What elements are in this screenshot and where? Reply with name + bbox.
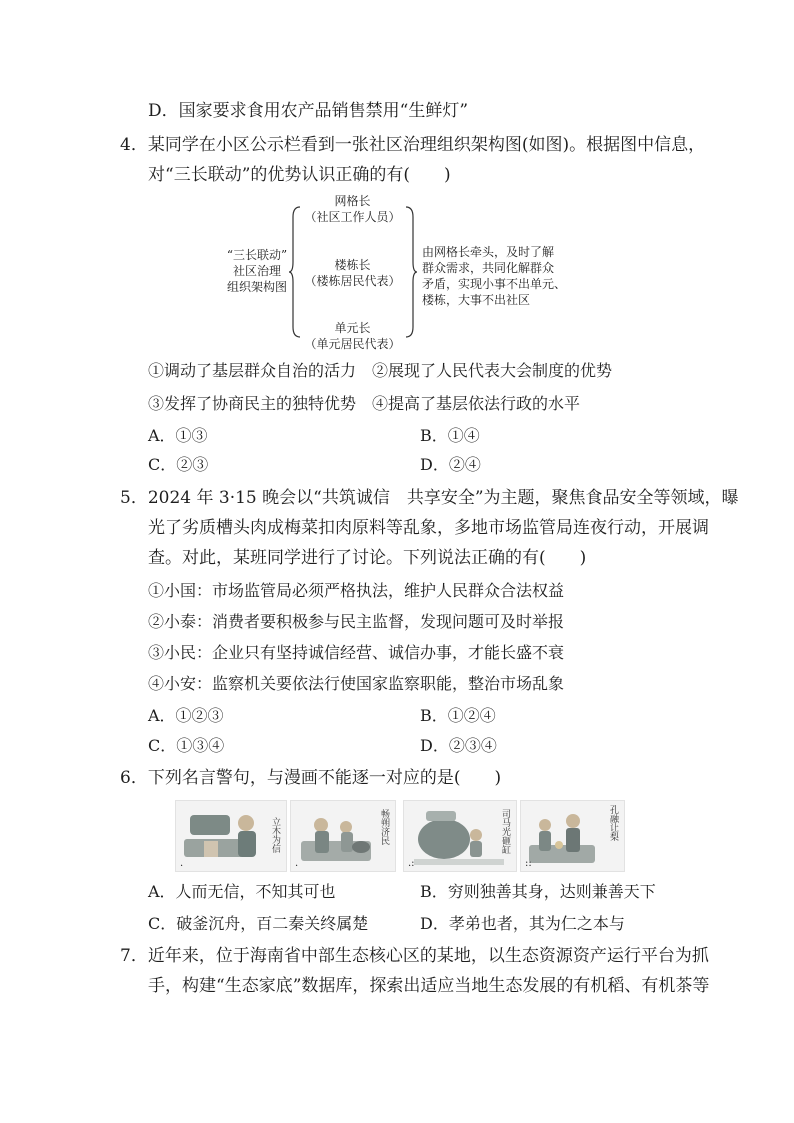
q4-option-b[interactable]: B．①④ bbox=[420, 426, 480, 445]
q6-option-c[interactable]: C．破釜沉舟，百二秦关终属楚 bbox=[148, 914, 369, 933]
cartoon-2-number: . bbox=[295, 858, 299, 869]
q5-option-a[interactable]: A．①②③ bbox=[148, 706, 224, 725]
cartoon-4-number: :: bbox=[525, 858, 532, 869]
q6-stem: 6．下列名言警句，与漫画不能逐一对应的是( ) bbox=[120, 768, 502, 788]
cartoon-4-caption: 孔融让梨 bbox=[608, 805, 618, 841]
q5-statement-4: ④小安：监察机关要依法行使国家监察职能，整治市场乱象 bbox=[148, 674, 565, 693]
right-brace bbox=[404, 205, 418, 339]
role-grid-leader bbox=[300, 193, 405, 225]
left-label-line: 组织架构图 bbox=[226, 280, 287, 294]
cartoon-3-caption: 司马光砸缸 bbox=[500, 809, 510, 854]
q4-statements-line1: ①调动了基层群众自治的活力 ②展现了人民代表大会制度的优势 bbox=[148, 361, 613, 380]
cartoon-3 bbox=[403, 800, 517, 872]
q5-option-b[interactable]: B．①②④ bbox=[420, 706, 496, 725]
q4-stem-line1: 4．某同学在小区公示栏看到一张社区治理组织架构图(如图)。根据图中信息， bbox=[120, 135, 706, 155]
role-title: 网格长 bbox=[334, 194, 371, 208]
cartoon-1-number: . bbox=[180, 858, 184, 869]
role-unit-leader bbox=[300, 320, 405, 352]
right-text-line: 由网格长牵头，及时了解 bbox=[422, 245, 555, 259]
right-text-line: 群众需求，共同化解群众 bbox=[422, 261, 555, 275]
q4-option-c[interactable]: C．②③ bbox=[148, 455, 209, 474]
q4-statements-line2: ③发挥了协商民主的独特优势 ④提高了基层依法行政的水平 bbox=[148, 394, 581, 413]
right-text-line: 楼栋，大事不出社区 bbox=[422, 293, 531, 307]
diagram-right-text bbox=[422, 244, 566, 308]
q5-option-c[interactable]: C．①③④ bbox=[148, 736, 225, 755]
right-text-line: 矛盾，实现小事不出单元、 bbox=[422, 277, 567, 291]
cartoon-2-caption: 畅朔济民 bbox=[379, 809, 389, 845]
role-building-leader bbox=[300, 257, 405, 289]
q4-option-d[interactable]: D．②④ bbox=[420, 455, 481, 474]
q7-stem-line2: 手，构建“生态家底”数据库，探索出适应当地生态发展的有机稻、有机茶等 bbox=[148, 976, 710, 996]
cartoon-4 bbox=[520, 800, 625, 872]
cartoon-2 bbox=[290, 800, 396, 872]
role-subtitle: （楼栋居民代表） bbox=[304, 274, 401, 288]
q6-option-d[interactable]: D．孝弟也者，其为仁之本与 bbox=[420, 914, 625, 933]
left-label-line: “三长联动” bbox=[226, 248, 288, 262]
q3-option-d: D．国家要求食用农产品销售禁用“生鲜灯” bbox=[148, 101, 469, 121]
q5-stem-line2: 光了劣质槽头肉成梅菜扣肉原料等乱象，多地市场监管局连夜行动，开展调 bbox=[148, 518, 709, 538]
role-title: 单元长 bbox=[334, 321, 371, 335]
q5-stem-line1: 5．2024 年 3·15 晚会以“共筑诚信 共享安全”为主题，聚焦食品安全等领域，曝 bbox=[120, 488, 739, 508]
q4-stem-line2: 对“三长联动”的优势认识正确的有( ) bbox=[148, 165, 451, 185]
q6-option-b[interactable]: B．穷则独善其身，达则兼善天下 bbox=[420, 882, 656, 901]
cartoon-1-caption: 立木为信 bbox=[270, 817, 280, 853]
q5-statement-2: ②小泰：消费者要积极参与民主监督，发现问题可及时举报 bbox=[148, 612, 565, 631]
q7-stem-line1: 7．近年来，位于海南省中部生态核心区的某地，以生态资源资产运行平台为抓 bbox=[120, 946, 709, 966]
role-subtitle: （社区工作人员） bbox=[304, 210, 401, 224]
q6-option-a[interactable]: A．人而无信，不知其可也 bbox=[148, 882, 336, 901]
cartoon-1 bbox=[175, 800, 287, 872]
role-subtitle: （单元居民代表） bbox=[304, 337, 401, 351]
q5-statement-3: ③小民：企业只有坚持诚信经营、诚信办事，才能长盛不衰 bbox=[148, 643, 565, 662]
q5-stem-line3: 查。对此，某班同学进行了讨论。下列说法正确的有( ) bbox=[148, 548, 587, 568]
role-title: 楼栋长 bbox=[334, 258, 371, 272]
q5-option-d[interactable]: D．②③④ bbox=[420, 736, 497, 755]
q5-statement-1: ①小国：市场监管局必须严格执法，维护人民群众合法权益 bbox=[148, 581, 565, 600]
diagram-left-label bbox=[222, 247, 292, 295]
q4-option-a[interactable]: A．①③ bbox=[148, 426, 208, 445]
cartoon-3-number: .: bbox=[408, 858, 415, 869]
left-label-line: 社区治理 bbox=[232, 264, 281, 278]
